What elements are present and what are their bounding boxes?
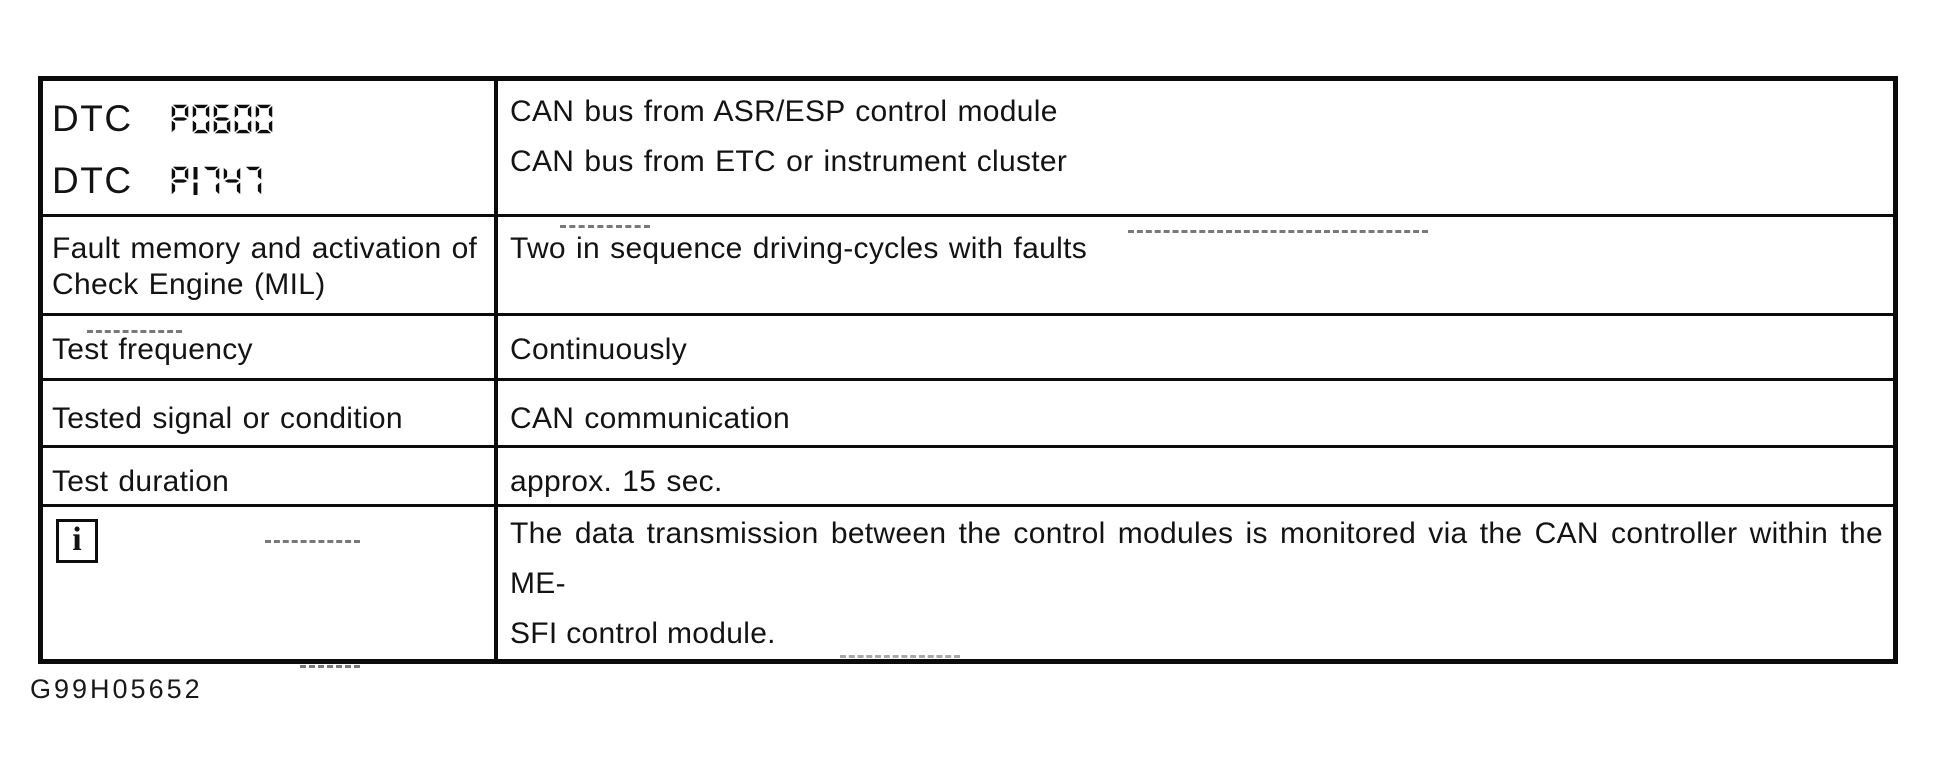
scan-artifact <box>840 655 960 658</box>
cell-info-note-text <box>498 507 1893 659</box>
dtc-description-2: CAN bus from ETC or instrument cluster <box>510 145 1068 178</box>
scan-artifact <box>560 225 650 228</box>
cell-info-icon <box>43 507 498 659</box>
dtc-line-2 <box>52 153 482 209</box>
dtc-code-display <box>171 103 276 135</box>
dtc-line-1 <box>52 91 482 147</box>
table-row-fault-memory <box>43 217 1893 316</box>
cell-dtc-descriptions <box>498 81 1893 214</box>
row-label-test-frequency: Test frequency <box>43 316 498 377</box>
dtc-description-1: CAN bus from ASR/ESP control module <box>510 95 1058 128</box>
table-row-test-frequency <box>43 316 1893 380</box>
scan-artifact <box>87 330 182 333</box>
row-value-test-frequency: Continuously <box>510 333 688 367</box>
row-value-test-duration: approx. 15 sec. <box>510 465 723 499</box>
cell-dtc-codes <box>43 81 498 214</box>
scan-artifact <box>265 540 360 543</box>
info-note-line-2: SFI control module. <box>510 617 776 651</box>
table-row-tested-signal <box>43 381 1893 448</box>
figure-id: G99H05652 <box>30 674 203 704</box>
scan-artifact <box>300 665 360 668</box>
dtc-code-display <box>171 165 265 197</box>
scan-artifact <box>1128 230 1428 233</box>
table-row-dtc-codes <box>43 81 1893 217</box>
dtc-diagnostic-table <box>38 76 1898 664</box>
row-value-tested-signal: CAN communication <box>510 401 791 435</box>
info-icon <box>56 519 98 563</box>
row-value-fault-memory: Two in sequence driving-cycles with faults <box>510 232 1088 266</box>
info-icon-glyph: i <box>72 521 82 559</box>
row-label-fault-memory: Fault memory and activation of Check Engine (MIL) <box>43 217 498 313</box>
row-label-tested-signal: Tested signal or condition <box>43 381 498 445</box>
dtc-prefix: DTC <box>52 98 133 139</box>
info-note-line-1: The data transmission between the control modules is monitored via the CAN controller within the ME- <box>510 517 1883 601</box>
row-label-test-duration: Test duration <box>43 448 498 504</box>
table-row-info-note <box>43 507 1893 659</box>
table-row-test-duration <box>43 448 1893 507</box>
dtc-prefix: DTC <box>52 160 133 201</box>
